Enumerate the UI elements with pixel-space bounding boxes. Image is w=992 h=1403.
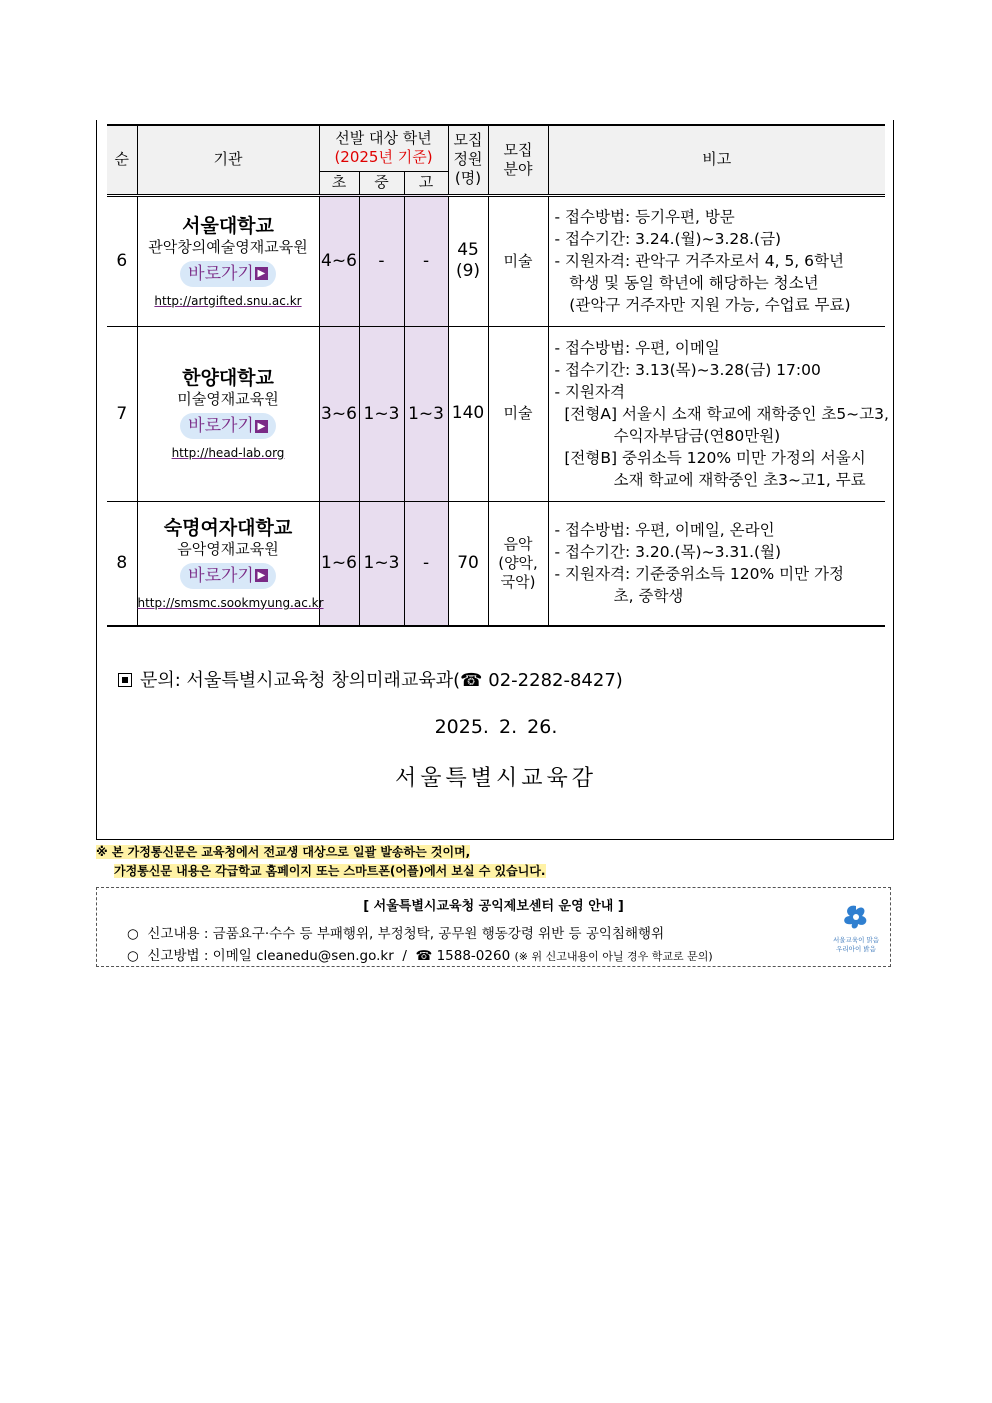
header-grade-title: 선발 대상 학년: [335, 129, 432, 148]
grade-elem: 3~6: [319, 326, 359, 501]
remark-line: 학생 및 동일 학년에 해당하는 청소년: [554, 274, 819, 292]
arrow-right-icon: ▶: [255, 569, 268, 582]
grade-high: 1~3: [404, 326, 448, 501]
remark-line: [전형B] 중위소득 120% 미만 가정의 서울시: [554, 448, 866, 467]
row-no: 8: [107, 501, 137, 626]
grade-mid: 1~3: [359, 326, 404, 501]
remarks-cell: [548, 195, 885, 326]
remark-line: - 접수기간: 3.24.(월)~3.28.(금): [554, 230, 782, 248]
institution-link[interactable]: http://smsmc.sookmyung.ac.kr: [137, 595, 324, 610]
center-report-content: ○ 신고내용 : 금품요구·수수 등 부패행위, 부정청탁, 공무원 행동강령 위반 등 공익침해행위: [127, 926, 665, 942]
field-cell: 미술: [488, 326, 548, 501]
university-name: 서울대학교: [182, 214, 274, 237]
institute-name: 관악창의예술영재교육원: [148, 237, 308, 256]
square-bullet-icon: [118, 673, 132, 687]
arrow-right-icon: ▶: [255, 267, 268, 280]
table-row: [107, 195, 885, 326]
remark-line: 수익자부담금(연80만원): [554, 426, 781, 445]
header-grade-high: 고: [404, 171, 448, 195]
remark-line: - 접수기간: 3.20.(목)~3.31.(월): [554, 543, 782, 562]
header-grade-basis: (2025년 기준): [334, 148, 433, 167]
table-row: [107, 326, 885, 501]
remark-line: (관악구 거주자만 지원 가능, 수업료 무료): [554, 296, 851, 314]
header-grade-mid: 중: [359, 171, 404, 195]
field-cell: 미술: [488, 195, 548, 326]
shortcut-button[interactable]: [180, 563, 276, 589]
remark-line: - 지원자격: 기준중위소득 120% 미만 가정: [554, 565, 844, 584]
remark-line: 소재 학교에 재학중인 초3~고1, 무료: [554, 470, 866, 489]
grade-mid: -: [359, 195, 404, 326]
institution-link[interactable]: http://artgifted.snu.ac.kr: [154, 293, 302, 308]
remark-line: - 접수기간: 3.13(목)~3.28(금) 17:00: [554, 360, 821, 379]
institution-cell: [137, 326, 319, 501]
header-field: [488, 125, 548, 195]
shortcut-label: 바로가기: [188, 263, 254, 284]
shortcut-label: 바로가기: [188, 416, 254, 436]
header-no: 순: [107, 125, 137, 195]
institution-cell: [137, 501, 324, 626]
quota-cell: 70: [448, 501, 488, 626]
remarks-cell: [548, 326, 889, 501]
remark-line: - 지원자격: [554, 382, 625, 401]
remark-line: - 지원자격: 관악구 거주자로서 4, 5, 6학년: [554, 252, 844, 270]
seoul-education-logo: [830, 900, 882, 956]
header-grade: [319, 125, 448, 171]
notice: [96, 843, 546, 881]
university-name: 숙명여자대학교: [163, 516, 293, 539]
quota-value: 45: [457, 240, 479, 260]
table-row: [107, 501, 885, 626]
logo-text: 우리아이 밝음: [836, 945, 876, 953]
quota-sub: (9): [455, 261, 481, 281]
whistleblower-center-box: [96, 887, 891, 967]
center-title: [ 서울특별시교육청 공익제보센터 운영 안내 ]: [363, 899, 624, 914]
notice-line-2: 가정통신문 내용은 각급학교 홈페이지 또는 스마트폰(어플)에서 보실 수 있습니다.: [114, 864, 546, 878]
remark-line: - 접수방법: 우편, 이메일: [554, 338, 720, 357]
signature: 서울특별시교육감: [394, 766, 598, 791]
university-name: 한양대학교: [182, 367, 274, 389]
remarks-cell: [548, 501, 885, 626]
field-line: 국악): [500, 572, 536, 591]
field-line: (양악,: [498, 553, 538, 572]
grade-mid: 1~3: [359, 501, 404, 626]
arrow-right-icon: ▶: [255, 420, 268, 433]
header-quota-line2: 정원: [453, 150, 483, 169]
program-table: [107, 124, 889, 627]
inquiry-line: [118, 666, 623, 692]
inquiry-text: 문의: 서울특별시교육청 창의미래교육과(☎ 02-2282-8427): [140, 670, 623, 691]
institute-name: 미술영재교육원: [177, 390, 279, 408]
logo-text: 서울교육이 맑음: [832, 936, 880, 944]
field-cell: [488, 501, 548, 626]
remark-line: - 접수방법: 등기우편, 방문: [554, 208, 735, 226]
field-line: 음악: [503, 534, 533, 553]
shortcut-button[interactable]: [180, 413, 276, 439]
issue-date: 2025. 2. 26.: [434, 716, 558, 738]
grade-high: -: [404, 195, 448, 326]
header-quota-line3: (명): [454, 169, 482, 188]
remark-line: - 접수방법: 우편, 이메일, 온라인: [554, 521, 775, 540]
notice-line-1: ※ 본 가정통신문은 교육청에서 전교생 대상으로 일괄 발송하는 것이며,: [96, 845, 471, 859]
remark-line: 초, 중학생: [554, 587, 684, 606]
grade-high: -: [404, 501, 448, 626]
institute-name: 음악영재교육원: [177, 539, 279, 558]
institution-link[interactable]: http://head-lab.org: [171, 446, 285, 460]
grade-elem: 1~6: [319, 501, 359, 626]
shortcut-label: 바로가기: [188, 565, 254, 586]
remark-line: [전형A] 서울시 소재 학교에 재학중인 초5~고3,: [554, 404, 889, 423]
header-quota-line1: 모집: [453, 131, 483, 150]
header-grade-elem: 초: [319, 171, 359, 195]
quota-cell: 140: [448, 326, 488, 501]
shortcut-button[interactable]: [180, 261, 276, 287]
header-field-line2: 분야: [503, 159, 533, 178]
row-no: 7: [107, 326, 137, 501]
header-field-line1: 모집: [503, 140, 533, 159]
quota-cell: [448, 195, 488, 326]
header-remarks: 비고: [548, 125, 885, 195]
center-report-method: ○ 신고방법 : 이메일 cleanedu@sen.go.kr / ☎ 1588-0260 (※ 위 신고내용이 아닐 경우 학교로 문의): [127, 948, 713, 964]
institution-cell: [137, 195, 319, 326]
row-no: 6: [107, 195, 137, 326]
grade-elem: 4~6: [319, 195, 359, 326]
header-quota: [448, 125, 488, 195]
header-institution: 기관: [137, 125, 319, 195]
